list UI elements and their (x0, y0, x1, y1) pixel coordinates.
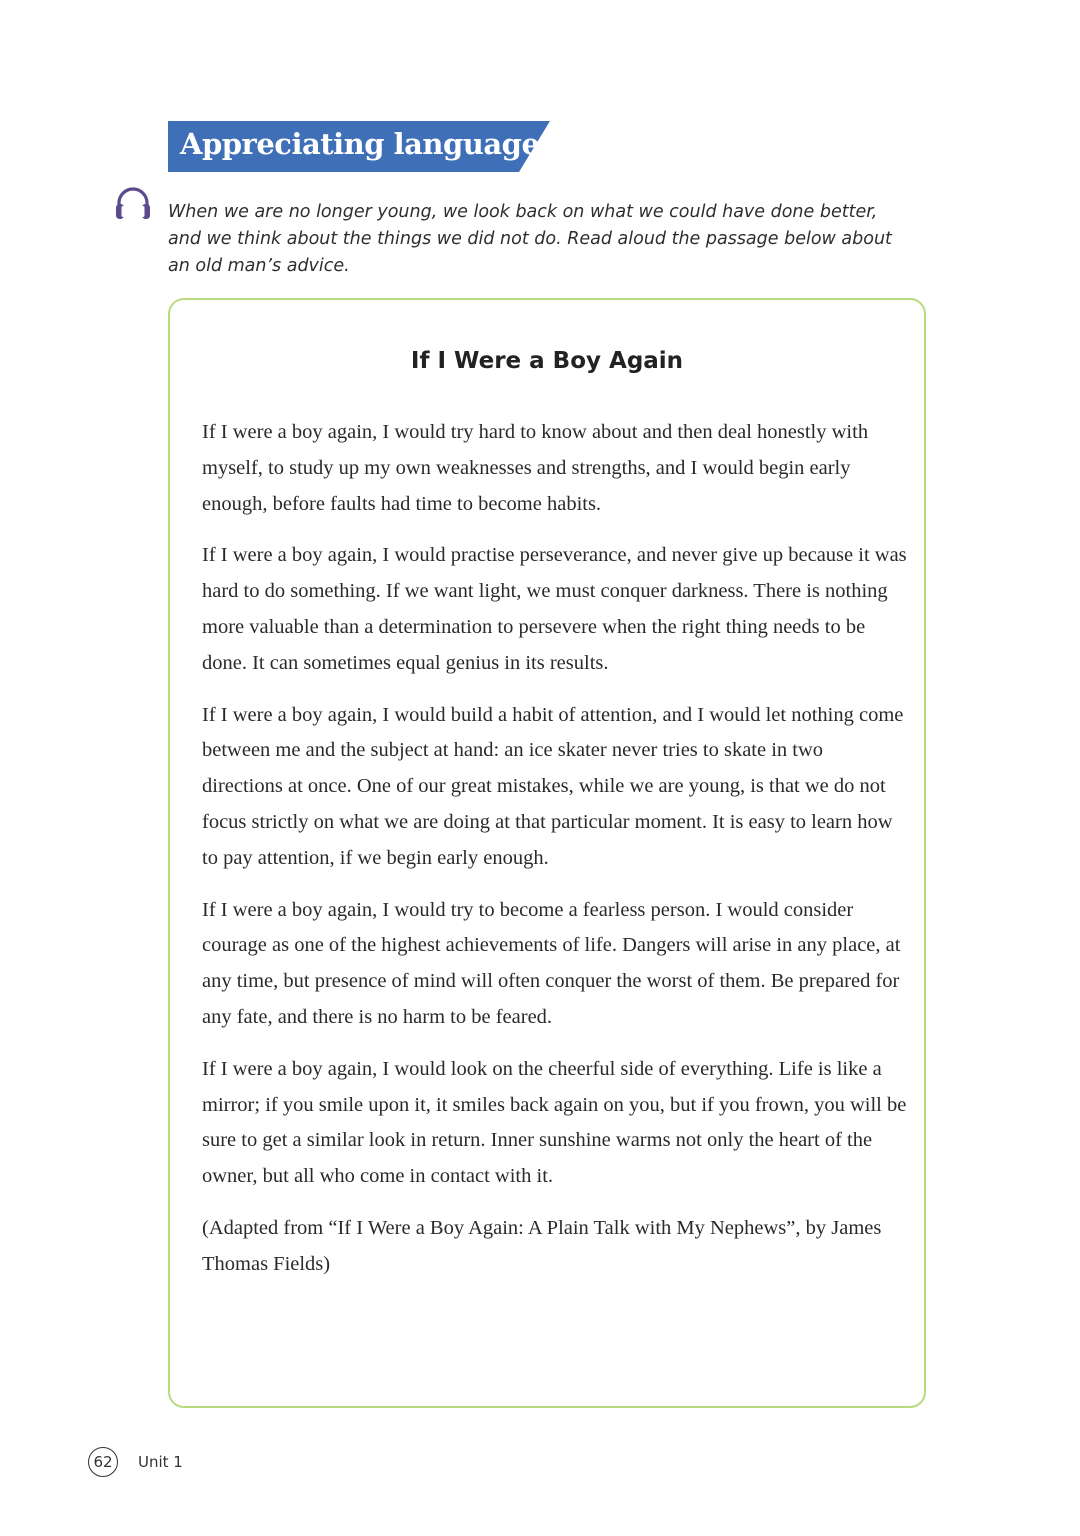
passage-paragraph: If I were a boy again, I would practise perseverance, and never give up because it was hard to do something. If we want light, we must conquer darkness. There is nothing more valuable than a determination to persevere when the right thing needs to be done. It can sometimes equal genius in its results. (202, 544, 907, 674)
intro-instructions: When we are no longer young, we look back on what we could have done better, and we think about the things we did not do. Read aloud the passage below about an old man’s advice. (168, 202, 892, 276)
passage-title: If I Were a Boy Again (410, 348, 684, 374)
headphones-icon[interactable] (113, 184, 153, 224)
section-title: Appreciating language (180, 127, 540, 161)
passage-paragraph: If I were a boy again, I would look on the cheerful side of everything. Life is like a mirror; if you smile upon it, it smiles back again on you, but if you frown, you will be sure to get a similar look in return. Inner sunshine warms not only the heart of the owner, but all who come in contact with it. (202, 1057, 907, 1188)
page-footer (88, 1446, 183, 1478)
passage-paragraph: If I were a boy again, I would try hard to know about and then deal honestly with myself, to study up my own weaknesses and strengths, and I would begin early enough, before faults had time to become habits. (202, 421, 869, 515)
passage-body (202, 415, 907, 1299)
passage-paragraph: If I were a boy again, I would try to become a fearless person. I would consider courage as one of the highest achievements of life. Dangers will arise in any place, at any time, but presence of mind will often conquer the worst of them. Be prepared for any fate, and there is no harm to be feared. (202, 898, 901, 1028)
unit-label: Unit 1 (138, 1453, 183, 1471)
page-number: 62 (88, 1447, 118, 1477)
passage-paragraph: If I were a boy again, I would build a habit of attention, and I would let nothing come between me and the subject at hand: an ice skater never tries to skate in two directions at once. One of our great mistakes, while we are young, is that we do not focus strictly on what we are doing at that particular moment. It is easy to learn how to pay attention, if we begin early enough. (202, 703, 904, 869)
passage-source: (Adapted from “If I Were a Boy Again: A Plain Talk with My Nephews”, by James Thomas Fields) (202, 1216, 882, 1275)
